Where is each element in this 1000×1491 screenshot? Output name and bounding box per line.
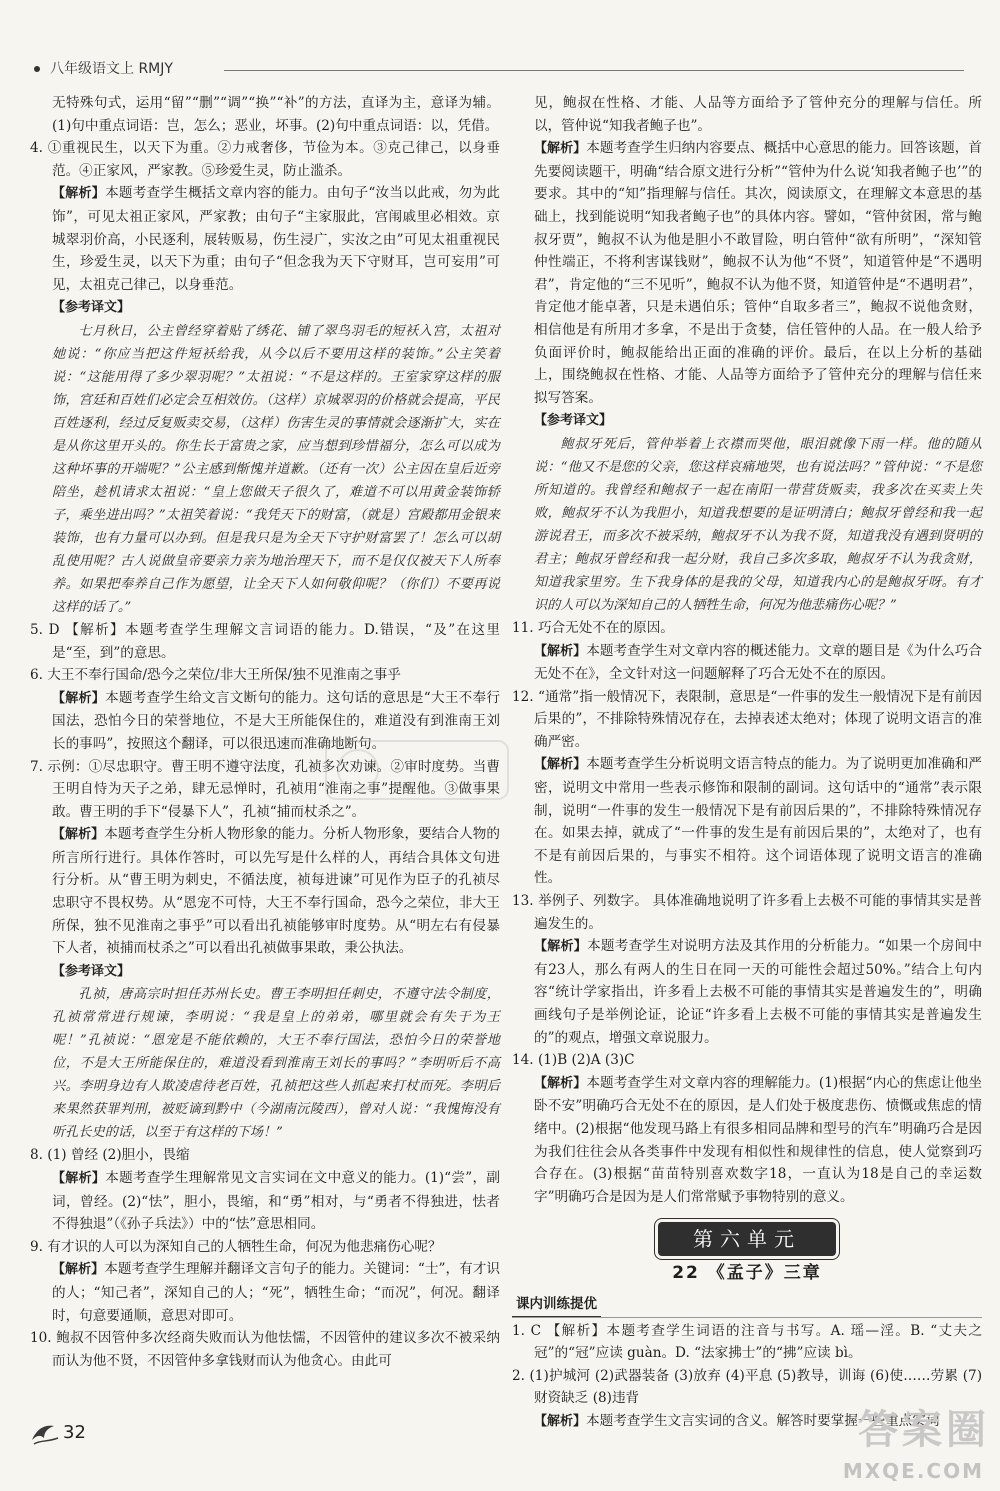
item-text: 巧合无处不在的原因。 bbox=[537, 619, 674, 636]
item-text: (1)护城河 (2)武器装备 (3)放弃 (4)平息 (5)教导，训诲 (6)使……劳累 (7)财资缺乏 (8)违背 bbox=[529, 1367, 983, 1407]
item-text: 示例：①尽忠职守。曹王明不遵守法度，孔祯多次劝谏。②审时度势。当曹王明自恃为天子之弟，肆无忌惮时，孔祯用“淮南之事”提醒他。③做事果敢。曹王明的手下“侵暴下人”，孔祯“捕而杖杀之”。 bbox=[47, 758, 500, 820]
item-text: 大王不奉行国命/恐今之荣位/非大王所保/独不见淮南之事乎 bbox=[47, 667, 401, 684]
section-row bbox=[512, 1293, 982, 1318]
lesson-title: 22 《孟子》三章 bbox=[672, 1263, 822, 1284]
analysis-text: 本题考查学生对说明方法及其作用的分析能力。“如果一个房间中有23人，那么有两人的生日在同一天的可能性会超过50%。”结合上句内容“统计学家指出，许多看上去极不可能的事情其实是普遍发生的”，明确画线句子是举例论证，论证“许多看上去极不可能的事情其实是普遍发生的”的观点，增强文章说服力。 bbox=[534, 938, 982, 1046]
unit-banner: 第六单元 bbox=[658, 1222, 836, 1256]
analysis-tag: 【解析】 bbox=[534, 1413, 587, 1429]
item-number: 2. bbox=[512, 1367, 530, 1384]
watermark-url: MXQE.COM bbox=[842, 1459, 984, 1483]
answer-item bbox=[30, 1144, 500, 1167]
analysis-text: 本题考查学生分析人物形象的能力。分析人物形象，要结合人物的所言所行进行。具体作答时，可以先写是什么样的人，再结合具体文句进行分析。从“曹王明为刺史，不循法度，祯每进谏”可见作为臣子的孔祯尽忠职守不畏权势。从“恩宠不可恃，大王不奉行国命，恐今之荣位，非大王所保，独不见淮南之事乎”可以看出孔祯能够审时度势。从“明左右有侵暴下人者，祯捕而杖杀之”可以看出孔祯做事果敢，秉公执法。 bbox=[52, 826, 500, 957]
analysis-text: 本题考查学生给文言文断句的能力。这句话的意思是“大王不奉行国法，恐怕今日的荣誉地位，不是大王所能保住的，难道没有到淮南王刘长的事吗”，按照这个翻译，可以很迅速而准确地断句。 bbox=[52, 689, 500, 752]
watermark-logo: 答案圈 bbox=[858, 1407, 990, 1453]
answer-item bbox=[512, 890, 982, 935]
answer-item bbox=[30, 1236, 500, 1259]
analysis-text: 本题考查学生理解常见文言实词在文中意义的能力。(1)“尝”，副词，曾经。(2)“怯”，胆小，畏缩，和“勇”相对，与“勇者不得独进，怯者不得独退”（《孙子兵法》）中的“怯”意思相同。 bbox=[52, 1170, 500, 1233]
translation-block bbox=[30, 983, 500, 1144]
answer-item bbox=[30, 1327, 500, 1372]
translation-paragraph: 鲍叔牙死后，管仲举着上衣襟而哭他，眼泪就像下雨一样。他的随从说：“他又不是您的父亲，您这样哀痛地哭，也有说法吗？”管仲说：“不是您所知道的。我曾经和鲍叔子一起在南阳一带营货贩卖，我多次在买卖上失败，鲍叔牙不认为我胆小，知道我想要的是证明清白；鲍叔牙曾经和我一起游说君王，而多次不被采纳，鲍叔牙不认为我不贤，知道我没有遇到贤明的君主；鲍叔牙曾经和我一起分财，我自己多次多取，鲍叔牙不认为我贪财，知道我家里穷。生下我身体的是我的父母，知道我内心的是鲍叔牙呀。有才识的人可以为深知自己的人牺牲生命，何况为他悲痛伤心呢？” bbox=[534, 436, 982, 613]
header-title: 八年级语文上 RMJY bbox=[50, 61, 173, 77]
item-number: 12. bbox=[512, 688, 538, 705]
reference-tag: 【参考译文】 bbox=[52, 300, 131, 316]
item-number: 8. bbox=[30, 1147, 48, 1164]
reference-tag: 【参考译文】 bbox=[52, 963, 131, 979]
analysis-text: 本题考查学生对文章内容的概述能力。文章的题目是《为什么巧合无处不在》，全文针对这一问题解释了巧合无处不在的原因。 bbox=[534, 642, 982, 683]
item-number: 11. bbox=[512, 619, 538, 636]
analysis-block bbox=[30, 823, 500, 960]
item-text: 有才识的人可以为深知自己的人牺牲生命，何况为他悲痛伤心呢？ bbox=[47, 1238, 442, 1255]
item-number: 14. bbox=[512, 1052, 538, 1069]
analysis-block bbox=[512, 137, 982, 409]
analysis-text: 本题考查学生文言实词的含义。解答时要掌握一些重点实词 bbox=[586, 1412, 940, 1429]
analysis-tag: 【解析】 bbox=[52, 690, 106, 706]
right-column bbox=[512, 92, 982, 1434]
page-number-text: 32 bbox=[63, 1422, 86, 1443]
translation-block bbox=[512, 433, 982, 617]
item-text: (1)B (2)A (3)C bbox=[537, 1052, 635, 1069]
item-text: 举例子、列数字。 具体准确地说明了许多看上去极不可能的事情其实是普遍发生的。 bbox=[534, 893, 982, 932]
answer-text: 无特殊句式，运用“留”“删”“调”“换”“补”的方法，直译为主，意译为辅。(1)句中重点词语：岂，怎么；恶业，坏事。(2)句中重点词语：以，凭借。 bbox=[52, 95, 500, 134]
analysis-tag: 【解析】 bbox=[52, 1262, 105, 1278]
analysis-tag: 【解析】 bbox=[534, 643, 587, 659]
answer-item bbox=[30, 664, 500, 687]
answer-item bbox=[30, 619, 500, 664]
analysis-block bbox=[512, 935, 982, 1049]
translation-paragraph: 七月秋日，公主曾经穿着贴了绣花、铺了翠鸟羽毛的短袄入宫，太祖对她说：“你应当把这件短袄给我，从今以后不要用这样的装饰。”公主笑着说：“这能用得了多少翠羽呢？”太祖说：“不是这样的。王室家穿这样的服饰，宫廷和百姓们必定会互相效仿。（这样）京城翠羽的价格就会提高，平民百姓逐利，经过反复贩卖交易，（这样）伤害生灵的事情就会逐渐扩大，实在是从你这里开头的。你生长于富贵之家，应当想到珍惜福分，怎么可以成为这种坏事的开端呢？”公主感到惭愧并道歉。（还有一次）公主因在皇后近旁陪坐，趁机请求太祖说：“皇上您做天子很久了，难道不可以用黄金装饰轿子，乘坐进出吗？”太祖笑着说：“我凭天下的财富，（就是）宫殿都用金银来装饰，也有力量可以办到。但是我只是为全天下守护财富罢了！怎么可以胡乱使用呢？古人说做皇帝要亲力亲为地治理天下，而不是仅仅被天下人所奉养。如果把奉养自己作为愿望，让全天下人如何敬仰呢？（你们）不要再说这样的话了。” bbox=[52, 323, 500, 615]
analysis-tag: 【解析】 bbox=[534, 939, 588, 955]
translation-paragraph: 孔祯，唐高宗时担任苏州长史。曹王李明担任刺史，不遵守法令制度，孔祯常常进行规谏，李明说：“我是皇上的弟弟，哪里就会有失于为王呢！”孔祯说：“恩宠是不能依赖的，大王不奉行国法，恐怕今日的荣誉地位，不是大王所能保住的，难道没看到淮南王刘长的事吗？”李明听后不高兴。李明身边有人欺凌虐待老百姓，孔祯把这些人抓起来打杖而死。李明后来果然获罪判刑，被贬谪到黔中（今湖南沅陵西），曾对人说：“我愧悔没有听孔长史的话，以至于有这样的下场！” bbox=[52, 987, 500, 1141]
item-text: (1) 曾经 (2)胆小，畏缩 bbox=[47, 1147, 190, 1164]
analysis-tag: 【解析】 bbox=[534, 141, 587, 157]
analysis-block bbox=[512, 753, 982, 890]
item-text: C 【解析】本题考查学生词语的注音与书写。A. 瑶—淫。B. “丈夫之冠”的“冠”应读 guàn。D. “法家拂士”的“拂”应读 bì。 bbox=[530, 1322, 983, 1362]
item-text: ①重视民生，以天下为重。②力戒奢侈，节俭为本。③克己律己，以身垂范。④正家风，严家教。⑤珍爱生灵，防止滥杀。 bbox=[47, 140, 501, 179]
wave-logo-icon bbox=[30, 1420, 60, 1446]
bullet-icon bbox=[34, 66, 40, 72]
analysis-block bbox=[512, 640, 982, 686]
item-number: 13. bbox=[512, 893, 539, 910]
analysis-block bbox=[30, 1258, 500, 1327]
reference-translation-heading bbox=[512, 409, 982, 433]
watermark bbox=[800, 1398, 990, 1483]
analysis-text: 本题考查学生分析说明文语言特点的能力。为了说明更加准确和严密，说明文中常用一些表示修饰和限制的副词。这句话中的“通常”表示限制，说明“一件事的发生一般情况下是有前因后果的”，不排除特殊情况存在。如果去掉，就成了“一件事的发生是有前因后果的”，太绝对了，也有不是有前因后果的，与事实不相符。这个词语体现了说明文语言的准确性。 bbox=[534, 756, 982, 887]
analysis-tag: 【解析】 bbox=[52, 1171, 106, 1187]
page-header bbox=[34, 58, 964, 84]
analysis-tag: 【解析】 bbox=[534, 1075, 587, 1091]
answer-item bbox=[512, 686, 982, 754]
header-rule bbox=[224, 70, 964, 71]
analysis-tag: 【解析】 bbox=[52, 827, 105, 843]
answer-item bbox=[30, 137, 500, 182]
translation-block bbox=[30, 320, 500, 619]
item-text: 鲍叔不因管仲多次经商失败而认为他怯懦，不因管仲的建议多次不被采纳而认为他不贤，不因管仲多拿钱财而认为他贪心。由此可 bbox=[52, 1330, 500, 1369]
analysis-block bbox=[512, 1072, 982, 1209]
analysis-text: 本题考查学生对文章内容的理解能力。(1)根据“内心的焦虑让他坐卧不安”明确巧合无处不在的原因，是人们处于极度悲伤、愤慨或焦虑的情绪中。(2)根据“他发现马路上有很多相同品牌和型号的汽车”明确巧合是因为我们往往会从各类事件中发现有相似性和规律性的信息，使人觉察到巧合存在。(3)根据“苗苗特别喜欢数字18，一直认为18是自己的幸运数字”明确巧合是因为是人们常常赋予事物特别的意义。 bbox=[534, 1074, 982, 1205]
analysis-tag: 【解析】 bbox=[52, 186, 106, 202]
answer-item bbox=[512, 1320, 982, 1365]
analysis-block bbox=[30, 182, 500, 296]
item-number: 7. bbox=[30, 758, 48, 775]
item-text: “通常”指一般情况下，表限制，意思是“一件事的发生一般情况下是有前因后果的”，不排除特殊情况存在，去掉表述太绝对；体现了说明文语言的准确严密。 bbox=[534, 688, 982, 750]
left-column bbox=[30, 92, 500, 1372]
item-number: 9. bbox=[30, 1238, 48, 1255]
reference-tag: 【参考译文】 bbox=[534, 413, 613, 429]
analysis-text: 本题考查学生理解并翻译文言句子的能力。关键词：“士”，有才识的人；“知己者”，深知自己的人；“死”，牺牲生命；“而况”，何况。翻译时，句意要通顺，意思对即可。 bbox=[52, 1261, 500, 1324]
answer-text: 见，鲍叔在性格、才能、人品等方面给予了管仲充分的理解与信任。所以，管仲说“知我者鲍子也”。 bbox=[534, 95, 982, 134]
item-number: 6. bbox=[30, 667, 48, 684]
answer-item bbox=[512, 1049, 982, 1072]
item-number: 4. bbox=[30, 140, 48, 157]
watermark-stamp-icon bbox=[322, 735, 512, 805]
answer-item bbox=[512, 617, 982, 640]
reference-translation-heading bbox=[30, 960, 500, 984]
item-number: 5. bbox=[30, 621, 49, 638]
analysis-block bbox=[30, 1167, 500, 1236]
section-label: 课内训练提优 bbox=[512, 1293, 601, 1317]
analysis-tag: 【解析】 bbox=[534, 757, 587, 773]
item-text: D 【解析】本题考查学生理解文言词语的能力。D.错误，“及”在这里是“至，到”的意思。 bbox=[48, 621, 500, 661]
page-number bbox=[30, 1418, 100, 1448]
item-number: 1. bbox=[512, 1322, 531, 1339]
analysis-text: 本题考查学生归纳内容要点、概括中心意思的能力。回答该题，首先要阅读题干，明确“结合原文进行分析”“管仲为什么说‘知我者鲍子也’”的要求。其中的“知”指理解与信任。其次，阅读原文，在理解文本意思的基础上，找到能说明“知我者鲍子也”的具体内容。譬如，“管仲贫困，常与鲍叔牙贾”，鲍叔不认为他是胆小不敢冒险，明白管仲“欲有所明”，“深知管仲性端正，不将利害谋钱财”，鲍叔不认为他“不贤”，知道管仲是“不遇明君”，肯定他的“三不见听”，鲍叔不认为他不贤，知道管仲是“不遇明君”，肯定他才能卓著，只是未遇伯乐；管仲“自取多者三”，鲍叔不说他贪财，相信他是有所用才多拿，不是出于贪婪，信任管仲的人品。在一般人给予负面评价时，鲍叔能给出正面的准确的评价。最后，在以上分析的基础上，围绕鲍叔在性格、才能、人品等方面给予了管仲充分的理解与信任来拟写答案。 bbox=[534, 140, 982, 406]
item-number: 10. bbox=[30, 1330, 57, 1347]
analysis-text: 本题考查学生概括文章内容的能力。由句子“汝当以此戒，勿为此饰”，可见太祖正家风，严家教；由句子“主家服此，宫闱戚里必相效。京城翠羽价高，小民逐利，展转贩易，伤生浸广，实汝之由”可见太祖重视民生，珍爱生灵，以天下为重；由句子“但念我为天下守财耳，岂可妄用”可见，太祖克己律己，以身垂范。 bbox=[52, 185, 500, 293]
reference-translation-heading bbox=[30, 296, 500, 320]
right-column-answers bbox=[512, 92, 982, 1208]
